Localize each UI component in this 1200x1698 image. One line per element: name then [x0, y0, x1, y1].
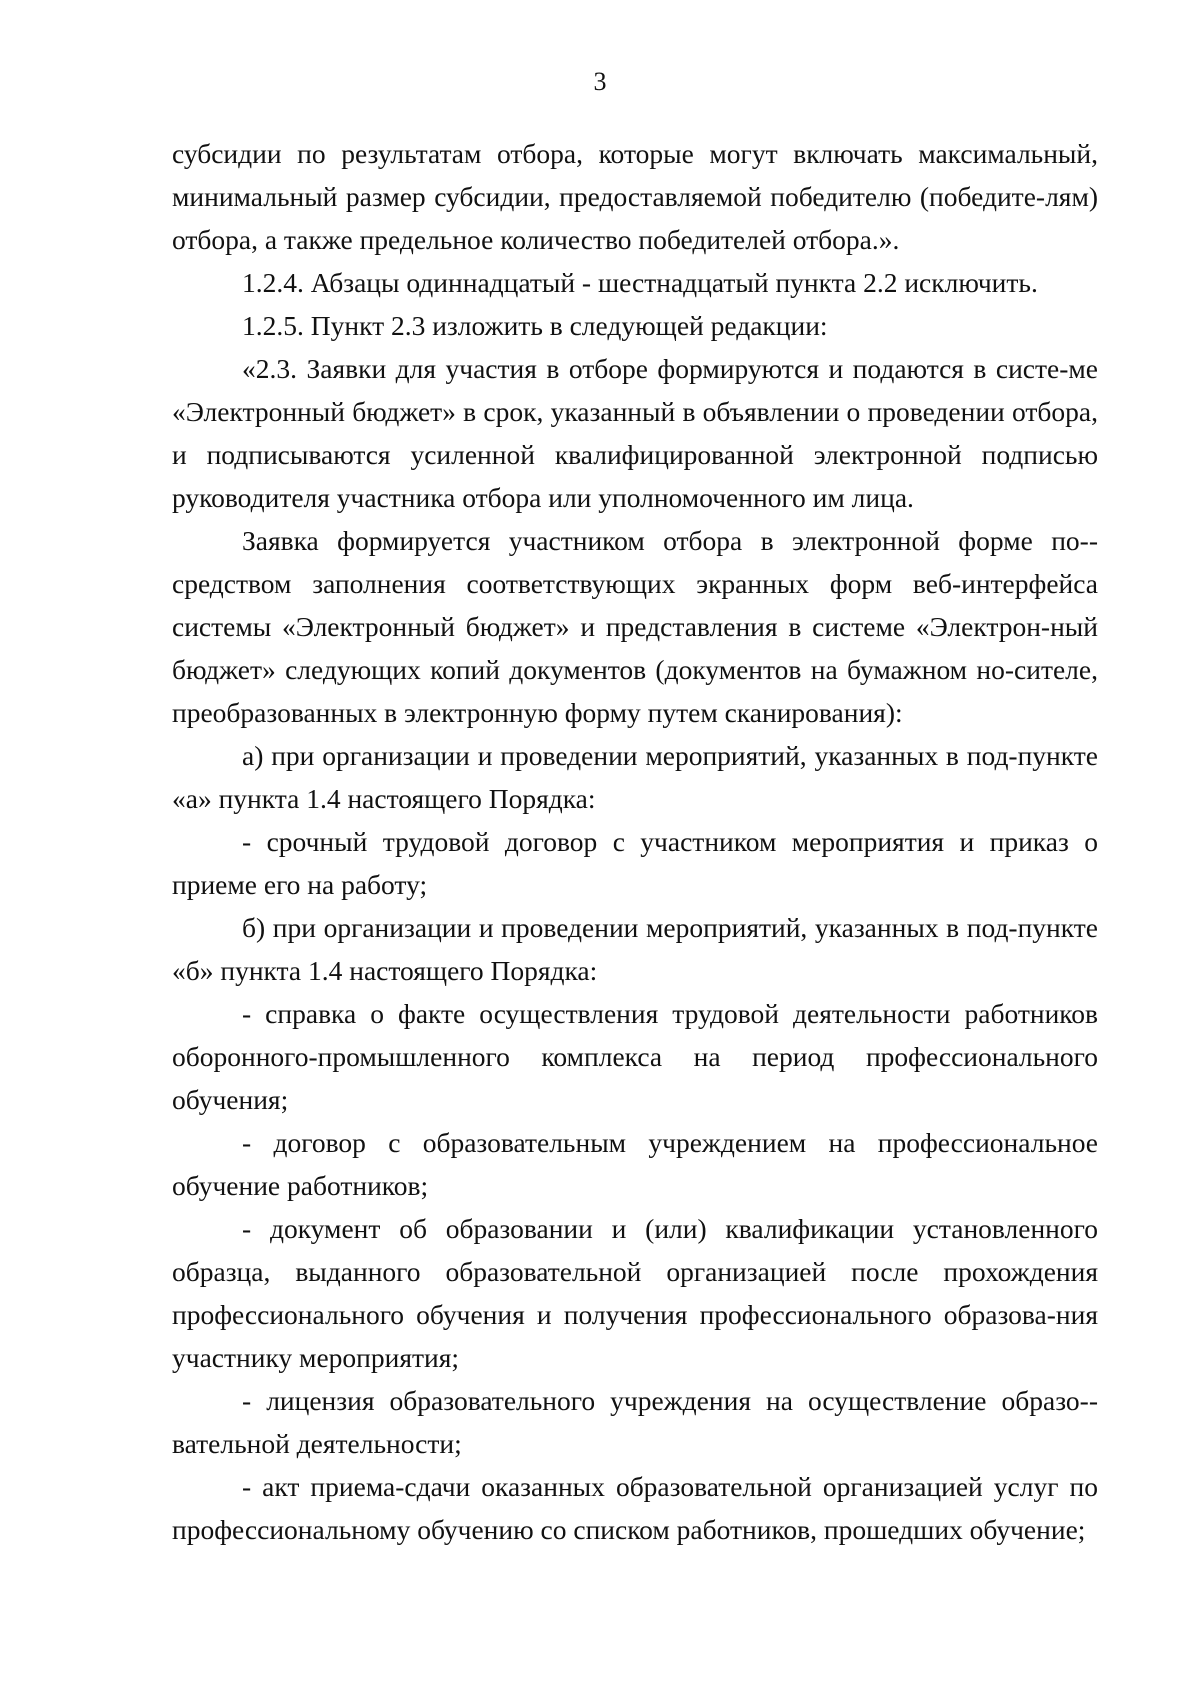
- paragraph-item-b: б) при организации и проведении мероприятий, указанных в под-пункте «б» пункта 1.4 настоящего Порядка:: [172, 912, 1098, 986]
- page-number: 3: [593, 67, 607, 96]
- list-item-employment-certificate: - справка о факте осуществления трудовой деятельности работников оборонного-промышленного комплекса на период профессионального обучения;: [172, 998, 1098, 1115]
- list-item-education-document: - документ об образовании и (или) квалификации установленного образца, выданного образовательной организацией после прохождения профессионального обучения и получения профессионального образова-ния участнику мероприятия;: [172, 1213, 1098, 1373]
- paragraph-1-2-5: 1.2.5. Пункт 2.3 изложить в следующей редакции:: [242, 310, 828, 341]
- document-body: [172, 132, 1098, 1551]
- paragraph-subsidy-continuation: субсидии по результатам отбора, которые могут включать максимальный, минимальный размер субсидии, предоставляемой победителю (победите-лям) отбора, а также предельное количество победителей отбора.».: [172, 138, 1098, 255]
- list-item-acceptance-act: - акт приема-сдачи оказанных образовательной организацией услуг по профессиональному обучению со списком работников, прошедших обучение;: [172, 1471, 1098, 1545]
- list-item-license: - лицензия образовательного учреждения на осуществление образо-вательной деятельности;: [172, 1385, 1098, 1459]
- list-item-education-contract: - договор с образовательным учреждением на профессиональное обучение работников;: [172, 1127, 1098, 1201]
- paragraph-2-3: «2.3. Заявки для участия в отборе формируются и подаются в систе-ме «Электронный бюджет» в срок, указанный в объявлении о проведении отбора, и подписываются усиленной квалифицированной электронной подписью руководителя участника отбора или уполномоченного им лица.: [172, 353, 1098, 513]
- paragraph-1-2-4: 1.2.4. Абзацы одиннадцатый - шестнадцатый пункта 2.2 исключить.: [242, 267, 1038, 298]
- paragraph-application-form: Заявка формируется участником отбора в электронной форме по-средством заполнения соответствующих экранных форм веб-интерфейса системы «Электронный бюджет» и представления в системе «Электрон-ный бюджет» следующих копий документов (документов на бумажном но-сителе, преобразованных в электронную форму путем сканирования):: [172, 525, 1098, 728]
- paragraph-item-a: а) при организации и проведении мероприятий, указанных в под-пункте «а» пункта 1.4 настоящего Порядка:: [172, 740, 1098, 814]
- list-item-labor-contract: - срочный трудовой договор с участником мероприятия и приказ о приеме его на работу;: [172, 826, 1098, 900]
